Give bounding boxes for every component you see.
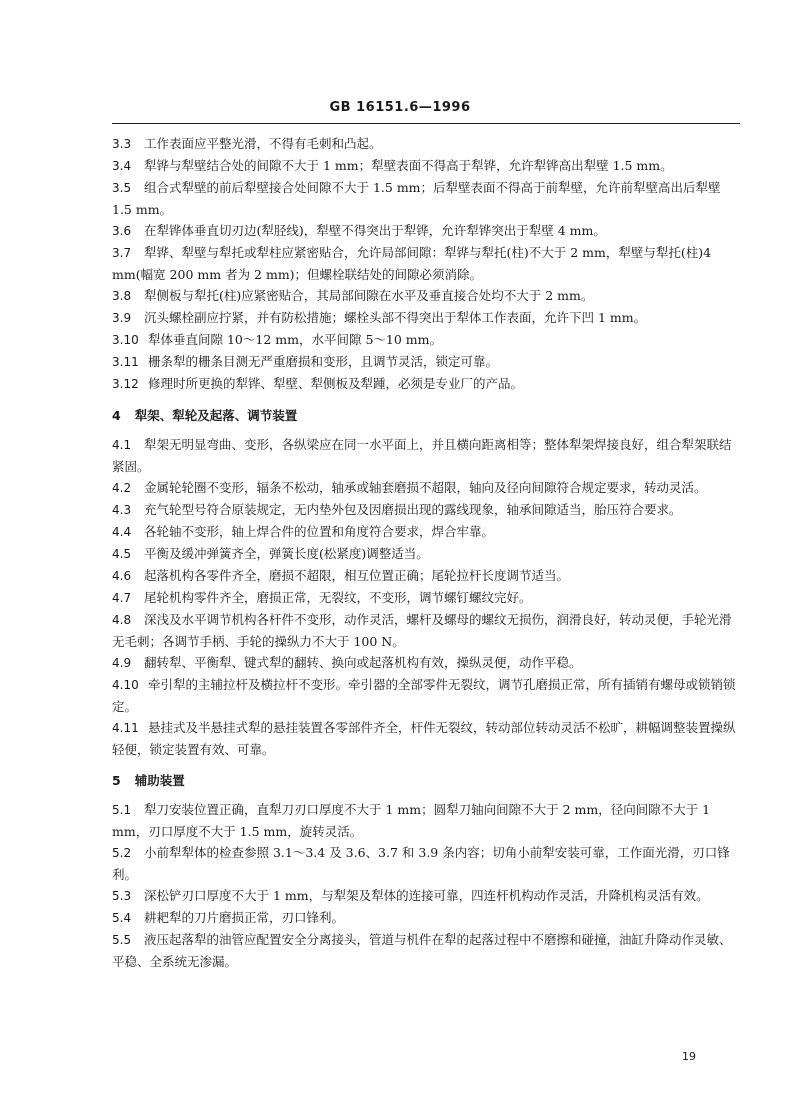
clause-text: 牵引犁的主辅拉杆及横拉杆不变形。牵引器的全部零件无裂纹，调节孔磨损正常，所有插销有螺母或锁销锁定。 bbox=[112, 677, 736, 714]
document-body bbox=[112, 133, 740, 972]
clause-item bbox=[112, 907, 740, 929]
clause-number: 3.9 bbox=[112, 311, 132, 325]
clause-item bbox=[112, 842, 740, 885]
clause-item bbox=[112, 177, 740, 220]
clause-item bbox=[112, 929, 740, 972]
clause-number: 3.4 bbox=[112, 159, 132, 173]
clause-number: 5.1 bbox=[112, 803, 132, 817]
clause-text: 充气轮型号符合原装规定，无内垫外包及因磨损出现的露线现象，轴承间隙适当，胎压符合要求。 bbox=[144, 502, 682, 517]
clause-item bbox=[112, 799, 740, 842]
clause-item bbox=[112, 521, 740, 543]
clause-item bbox=[112, 717, 740, 760]
clause-number: 5.3 bbox=[112, 889, 132, 903]
clause-item bbox=[112, 609, 740, 652]
clause-number: 4.7 bbox=[112, 591, 132, 605]
header-rule bbox=[112, 123, 740, 124]
clause-item bbox=[112, 242, 740, 285]
clause-text: 组合式犁壁的前后犁壁接合处间隙不大于 1.5 mm；后犁壁表面不得高于前犁壁，允许前犁壁高出后犁壁 1.5 mm。 bbox=[112, 180, 721, 217]
standard-code: GB 16151.6—1996 bbox=[329, 100, 471, 115]
clause-text: 金属轮轮圈不变形，辐条不松动，轴承或轴套磨损不超限，轴向及径向间隙符合规定要求，转动灵活。 bbox=[144, 480, 707, 495]
section-5-heading bbox=[112, 770, 740, 791]
clause-number: 3.11 bbox=[112, 355, 139, 369]
section-4-items bbox=[112, 434, 740, 760]
clause-text: 深浅及水平调节机构各杆件不变形，动作灵活，螺杆及螺母的螺纹无损伤，润滑良好，转动灵便，手轮光滑无毛刺；各调节手柄、手轮的操纵力不大于 100 N。 bbox=[112, 612, 732, 649]
clause-item bbox=[112, 329, 740, 351]
clause-number: 5.5 bbox=[112, 933, 132, 947]
clause-item bbox=[112, 587, 740, 609]
clause-number: 3.3 bbox=[112, 137, 132, 151]
clause-number: 4.6 bbox=[112, 569, 132, 583]
page-header bbox=[0, 100, 800, 115]
clause-text: 工作表面应平整光滑，不得有毛刺和凸起。 bbox=[144, 136, 382, 151]
clause-number: 4.9 bbox=[112, 656, 132, 670]
clause-number: 4.10 bbox=[112, 678, 139, 692]
clause-item bbox=[112, 543, 740, 565]
section-3-items bbox=[112, 133, 740, 395]
clause-number: 3.5 bbox=[112, 181, 132, 195]
clause-item bbox=[112, 285, 740, 307]
clause-text: 犁铧、犁壁与犁托或犁柱应紧密贴合，允许局部间隙：犁铧与犁托(柱)不大于 2 mm，犁壁与犁托(柱)4 mm(幅宽 200 mm 者为 2 mm)；但螺栓联结处的间隙必须消除。 bbox=[112, 245, 712, 282]
clause-text: 起落机构各零件齐全，磨损不超限，相互位置正确；尾轮拉杆长度调节适当。 bbox=[144, 568, 570, 583]
section-5-items bbox=[112, 799, 740, 972]
clause-item bbox=[112, 674, 740, 717]
clause-number: 3.10 bbox=[112, 333, 139, 347]
clause-item bbox=[112, 477, 740, 499]
section-4-heading bbox=[112, 405, 740, 426]
clause-item bbox=[112, 652, 740, 674]
clause-text: 液压起落犁的油管应配置安全分离接头，管道与机件在犁的起落过程中不磨擦和碰撞，油缸升降动作灵敏、平稳、全系统无渗漏。 bbox=[112, 932, 732, 969]
clause-number: 4.11 bbox=[112, 721, 139, 735]
clause-text: 各轮轴不变形，轴上焊合件的位置和角度符合要求，焊合牢靠。 bbox=[144, 524, 495, 539]
clause-number: 4.3 bbox=[112, 503, 132, 517]
clause-number: 3.7 bbox=[112, 246, 132, 260]
clause-text: 犁铧与犁壁结合处的间隙不大于 1 mm；犁壁表面不得高于犁铧，允许犁铧高出犁壁 1.5 mm。 bbox=[144, 158, 673, 173]
clause-text: 在犁铧体垂直切刃边(犁胫线)，犁壁不得突出于犁铧，允许犁铧突出于犁壁 4 mm。 bbox=[144, 223, 606, 238]
clause-text: 平衡及缓冲弹簧齐全，弹簧长度(松紧度)调整适当。 bbox=[144, 546, 429, 561]
clause-text: 悬挂式及半悬挂式犁的悬挂装置各零部件齐全，杆件无裂纹，转动部位转动灵活不松旷，耕幅调整装置操纵轻便，锁定装置有效、可靠。 bbox=[112, 720, 736, 757]
clause-text: 小前犁犁体的检查参照 3.1～3.4 及 3.6、3.7 和 3.9 条内容；切角小前犁安装可靠，工作面光滑，刃口锋利。 bbox=[112, 845, 730, 882]
clause-item bbox=[112, 373, 740, 395]
clause-text: 犁侧板与犁托(柱)应紧密贴合，其局部间隙在水平及垂直接合处均不大于 2 mm。 bbox=[144, 288, 594, 303]
section-number: 4 bbox=[112, 408, 121, 423]
clause-text: 尾轮机构零件齐全，磨损正常，无裂纹，不变形，调节螺钉螺纹完好。 bbox=[144, 590, 532, 605]
clause-number: 4.8 bbox=[112, 613, 132, 627]
clause-number: 3.6 bbox=[112, 224, 132, 238]
page-number: 19 bbox=[682, 1050, 696, 1063]
clause-number: 4.1 bbox=[112, 438, 132, 452]
clause-text: 翻转犁、平衡犁、键式犁的翻转、换向或起落机构有效，操纵灵便，动作平稳。 bbox=[144, 655, 582, 670]
clause-text: 耕耙犁的刀片磨损正常，刃口锋利。 bbox=[144, 910, 345, 925]
clause-item bbox=[112, 133, 740, 155]
clause-text: 犁体垂直间隙 10～12 mm，水平间隙 5～10 mm。 bbox=[148, 332, 442, 347]
clause-number: 4.5 bbox=[112, 547, 132, 561]
section-number: 5 bbox=[112, 773, 121, 788]
clause-number: 5.4 bbox=[112, 911, 132, 925]
clause-item bbox=[112, 565, 740, 587]
section-title: 辅助装置 bbox=[134, 773, 185, 788]
clause-item bbox=[112, 220, 740, 242]
clause-text: 修理时所更换的犁铧、犁壁、犁侧板及犁踵，必须是专业厂的产品。 bbox=[148, 376, 524, 391]
clause-text: 沉头螺栓副应拧紧，并有防松措施；螺栓头部不得突出于犁体工作表面，允许下凹 1 mm。 bbox=[144, 310, 647, 325]
clause-item bbox=[112, 434, 740, 477]
clause-item bbox=[112, 307, 740, 329]
clause-number: 4.2 bbox=[112, 481, 132, 495]
clause-item bbox=[112, 351, 740, 373]
clause-item bbox=[112, 155, 740, 177]
clause-item bbox=[112, 885, 740, 907]
section-title: 犁架、犁轮及起落、调节装置 bbox=[134, 408, 298, 423]
clause-text: 栅条犁的栅条目测无严重磨损和变形，且调节灵活，锁定可靠。 bbox=[148, 354, 499, 369]
clause-text: 犁刀安装位置正确，直犁刀刃口厚度不大于 1 mm；圆犁刀轴向间隙不大于 2 mm，径向间隙不大于 1 mm，刃口厚度不大于 1.5 mm，旋转灵活。 bbox=[112, 802, 711, 839]
clause-number: 3.8 bbox=[112, 289, 132, 303]
clause-number: 3.12 bbox=[112, 377, 139, 391]
clause-text: 犁架无明显弯曲、变形，各纵梁应在同一水平面上，并且横向距离相等；整体犁架焊接良好，组合犁架联结紧固。 bbox=[112, 437, 732, 474]
clause-item bbox=[112, 499, 740, 521]
clause-number: 4.4 bbox=[112, 525, 132, 539]
clause-text: 深松铲刃口厚度不大于 1 mm，与犁架及犁体的连接可靠，四连杆机构动作灵活，升降机构灵活有效。 bbox=[144, 888, 709, 903]
clause-number: 5.2 bbox=[112, 846, 132, 860]
